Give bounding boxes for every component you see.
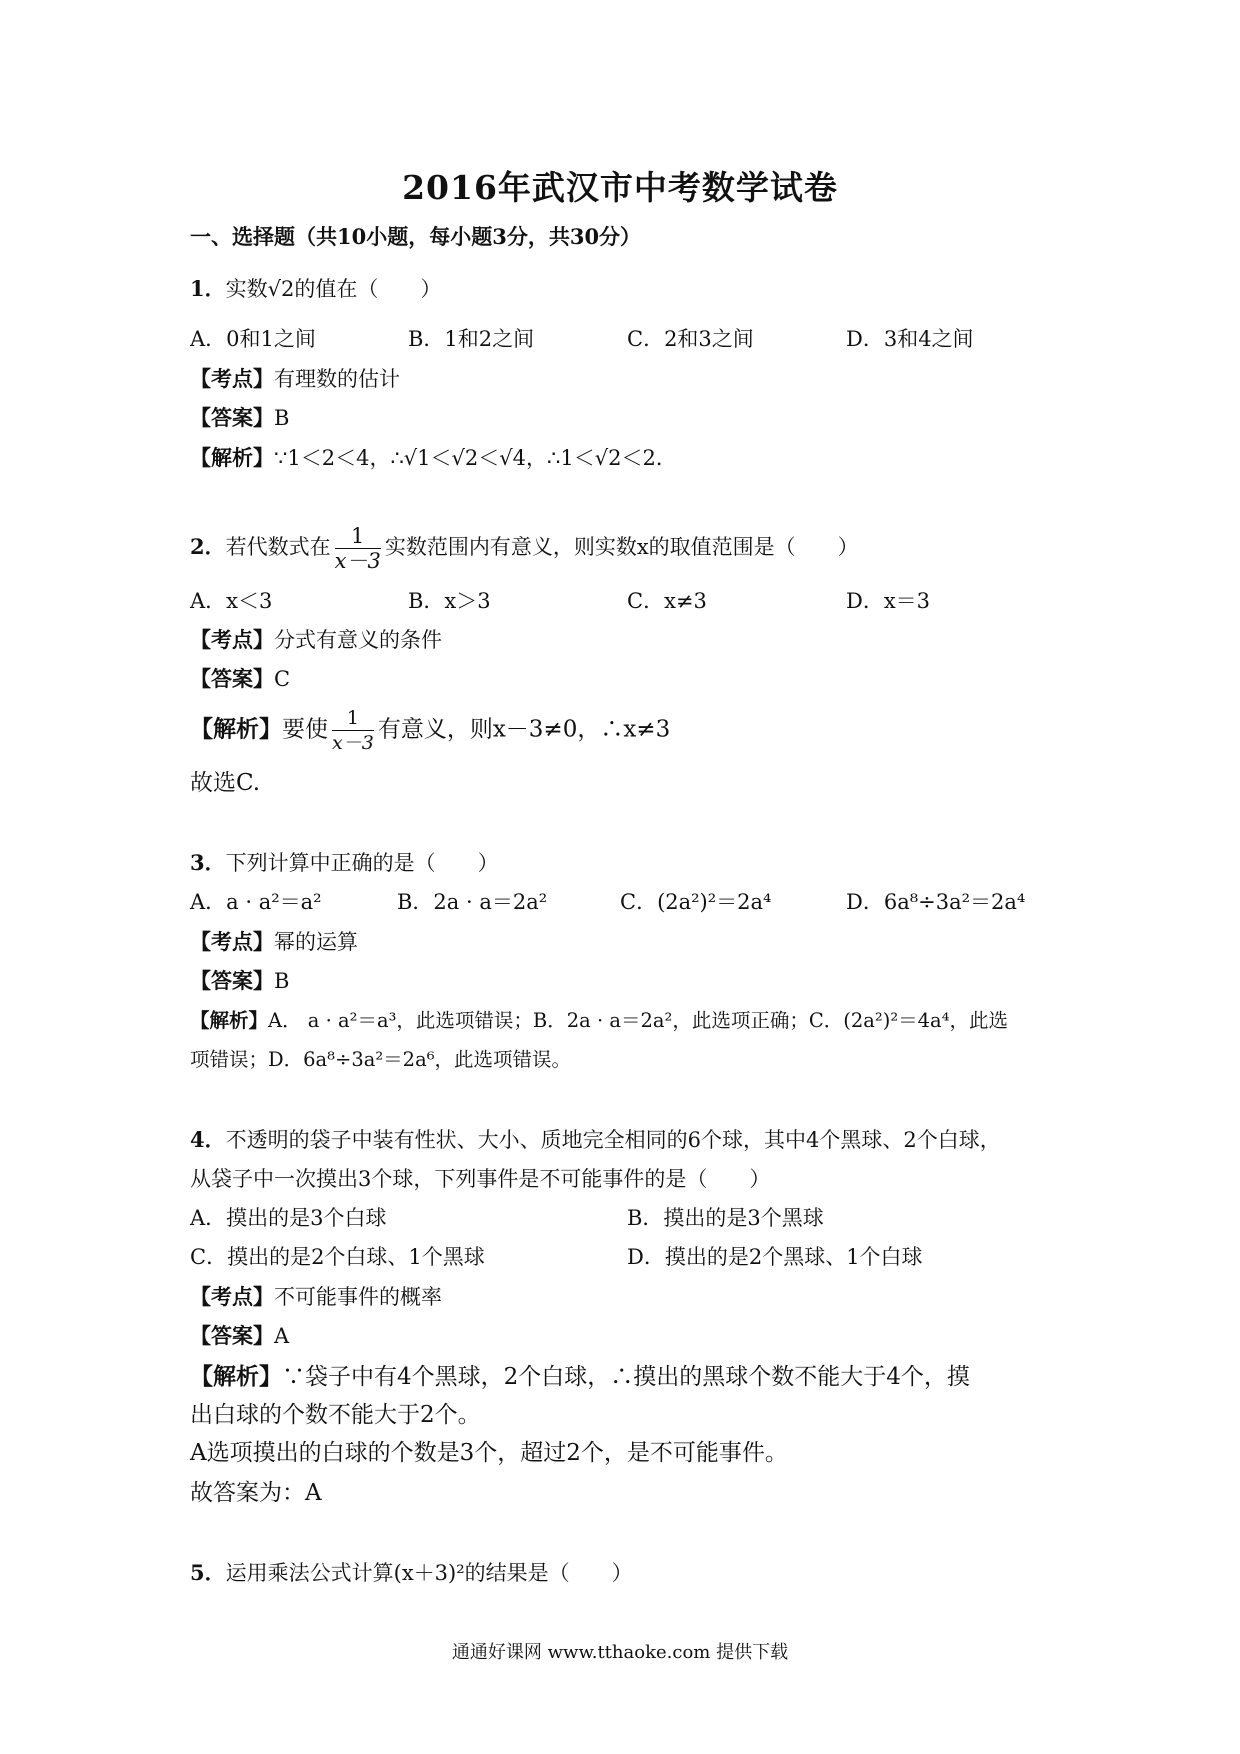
q2-fraction bbox=[335, 524, 381, 573]
q2-jiexi bbox=[190, 706, 670, 755]
q2-option-c: C．x≠3 bbox=[627, 589, 707, 613]
q2-jiexi-frac-num: 1 bbox=[332, 706, 374, 731]
q3-answer-text: B bbox=[274, 969, 290, 993]
q1-answer-text: B bbox=[274, 406, 290, 430]
q1-jiexi bbox=[190, 443, 677, 473]
q2-answer bbox=[190, 664, 290, 694]
q2-conclusion: 故选C. bbox=[190, 770, 261, 796]
q1-kaodian-text: 有理数的估计 bbox=[274, 367, 400, 391]
q2-stem-post: 实数范围内有意义，则实数x的取值范围是（ ） bbox=[384, 535, 859, 559]
q1-stem bbox=[190, 274, 441, 304]
q3-option-c: C．(2a²)²＝2a⁴ bbox=[620, 890, 772, 914]
page-title: 2016年武汉市中考数学试卷 bbox=[402, 168, 838, 207]
q3-jiexi-line2: 项错误；D．6a⁸÷3a²＝2a⁶，此选项错误。 bbox=[190, 1048, 572, 1071]
q4-stem-text1: 不透明的袋子中装有性状、大小、质地完全相同的6个球，其中4个黑球、2个白球， bbox=[225, 1128, 1001, 1152]
answer-label: 【答案】 bbox=[190, 666, 274, 691]
q3-jiexi-line1 bbox=[190, 1006, 1008, 1036]
kaodian-label: 【考点】 bbox=[190, 1284, 274, 1309]
q3-stem bbox=[190, 848, 499, 878]
q4-jiexi-line1 bbox=[190, 1362, 970, 1392]
kaodian-label: 【考点】 bbox=[190, 366, 274, 391]
q2-jiexi-frac-den: x－3 bbox=[332, 732, 374, 754]
jiexi-label: 【解析】 bbox=[190, 1363, 282, 1390]
q2-jiexi-post: 有意义，则x－3≠0，∴x≠3 bbox=[377, 716, 671, 743]
q3-stem-text: 下列计算中正确的是（ ） bbox=[225, 851, 499, 875]
kaodian-label: 【考点】 bbox=[190, 627, 274, 652]
q1-option-b: B．1和2之间 bbox=[408, 327, 535, 351]
q1-option-d: D．3和4之间 bbox=[846, 327, 974, 351]
q2-kaodian-text: 分式有意义的条件 bbox=[274, 628, 442, 652]
jiexi-label: 【解析】 bbox=[190, 715, 282, 743]
q1-option-c: C．2和3之间 bbox=[627, 327, 754, 351]
q4-jiexi-line2: 出白球的个数不能大于2个。 bbox=[190, 1402, 481, 1428]
q4-stem-line2: 从袋子中一次摸出3个球，下列事件是不可能事件的是（ ） bbox=[190, 1167, 771, 1191]
q2-jiexi-pre: 要使 bbox=[282, 716, 328, 743]
q3-option-b: B．2a · a＝2a² bbox=[397, 890, 548, 914]
jiexi-label: 【解析】 bbox=[190, 1009, 269, 1032]
q3-answer bbox=[190, 966, 289, 996]
q4-kaodian bbox=[190, 1282, 442, 1312]
q2-option-d: D．x＝3 bbox=[846, 589, 931, 613]
q1-option-a: A．0和1之间 bbox=[190, 327, 316, 351]
q4-kaodian-text: 不可能事件的概率 bbox=[274, 1285, 442, 1309]
q4-option-b: B．摸出的是3个黑球 bbox=[627, 1206, 824, 1230]
q2-option-a: A．x＜3 bbox=[190, 589, 273, 613]
q4-option-a: A．摸出的是3个白球 bbox=[190, 1206, 387, 1230]
q5-stem bbox=[190, 1558, 633, 1588]
q4-jiexi-line4: 故答案为：A bbox=[190, 1480, 322, 1506]
answer-label: 【答案】 bbox=[190, 1323, 274, 1348]
q4-answer-text: A bbox=[274, 1324, 290, 1348]
jiexi-label: 【解析】 bbox=[190, 445, 274, 470]
q4-option-d: D．摸出的是2个黑球、1个白球 bbox=[627, 1245, 923, 1269]
kaodian-label: 【考点】 bbox=[190, 929, 274, 954]
q4-answer bbox=[190, 1321, 289, 1351]
q3-kaodian bbox=[190, 927, 358, 957]
q1-answer bbox=[190, 403, 289, 433]
q3-number: 3． bbox=[190, 850, 226, 875]
q5-stem-text: 运用乘法公式计算(x＋3)²的结果是（ ） bbox=[225, 1561, 633, 1585]
q1-number: 1． bbox=[190, 276, 226, 301]
q2-frac-den: x－3 bbox=[334, 549, 381, 573]
q2-stem-pre: 若代数式在 bbox=[225, 535, 331, 559]
q4-option-c: C．摸出的是2个白球、1个黑球 bbox=[190, 1245, 485, 1269]
answer-label: 【答案】 bbox=[190, 405, 274, 430]
q3-option-d: D．6a⁸÷3a²＝2a⁴ bbox=[846, 890, 1026, 914]
q2-jiexi-fraction bbox=[332, 706, 374, 755]
answer-label: 【答案】 bbox=[190, 968, 274, 993]
q3-jiexi-text1: A． a · a²＝a³，此选项错误；B．2a · a＝2a²，此选项正确；C．(2a²)²＝4a⁴，此选 bbox=[268, 1009, 1008, 1032]
q2-answer-text: C bbox=[274, 667, 291, 691]
q4-stem-line1 bbox=[190, 1125, 1001, 1155]
q3-kaodian-text: 幂的运算 bbox=[274, 930, 358, 954]
q2-frac-num: 1 bbox=[335, 524, 381, 549]
q1-stem-text: 实数√2的值在（ ） bbox=[225, 277, 442, 301]
section-heading: 一、选择题（共10小题，每小题3分，共30分） bbox=[190, 224, 642, 249]
q2-stem bbox=[190, 524, 859, 573]
q2-option-b: B．x＞3 bbox=[408, 589, 491, 613]
q2-number: 2． bbox=[190, 534, 226, 559]
q3-option-a: A．a · a²＝a² bbox=[190, 890, 322, 914]
page-footer: 通通好课网 www.tthaoke.com 提供下载 bbox=[451, 1642, 789, 1663]
q2-kaodian bbox=[190, 625, 442, 655]
q4-jiexi-line3: A选项摸出的白球的个数是3个，超过2个，是不可能事件。 bbox=[190, 1440, 788, 1466]
q5-number: 5． bbox=[190, 1560, 226, 1585]
q1-kaodian bbox=[190, 364, 400, 394]
q4-jiexi-text1: ∵袋子中有4个黑球，2个白球，∴摸出的黑球个数不能大于4个，摸 bbox=[282, 1364, 970, 1390]
q4-number: 4． bbox=[190, 1127, 226, 1152]
q1-jiexi-text: ∵1＜2＜4，∴√1＜√2＜√4，∴1＜√2＜2． bbox=[274, 446, 677, 470]
